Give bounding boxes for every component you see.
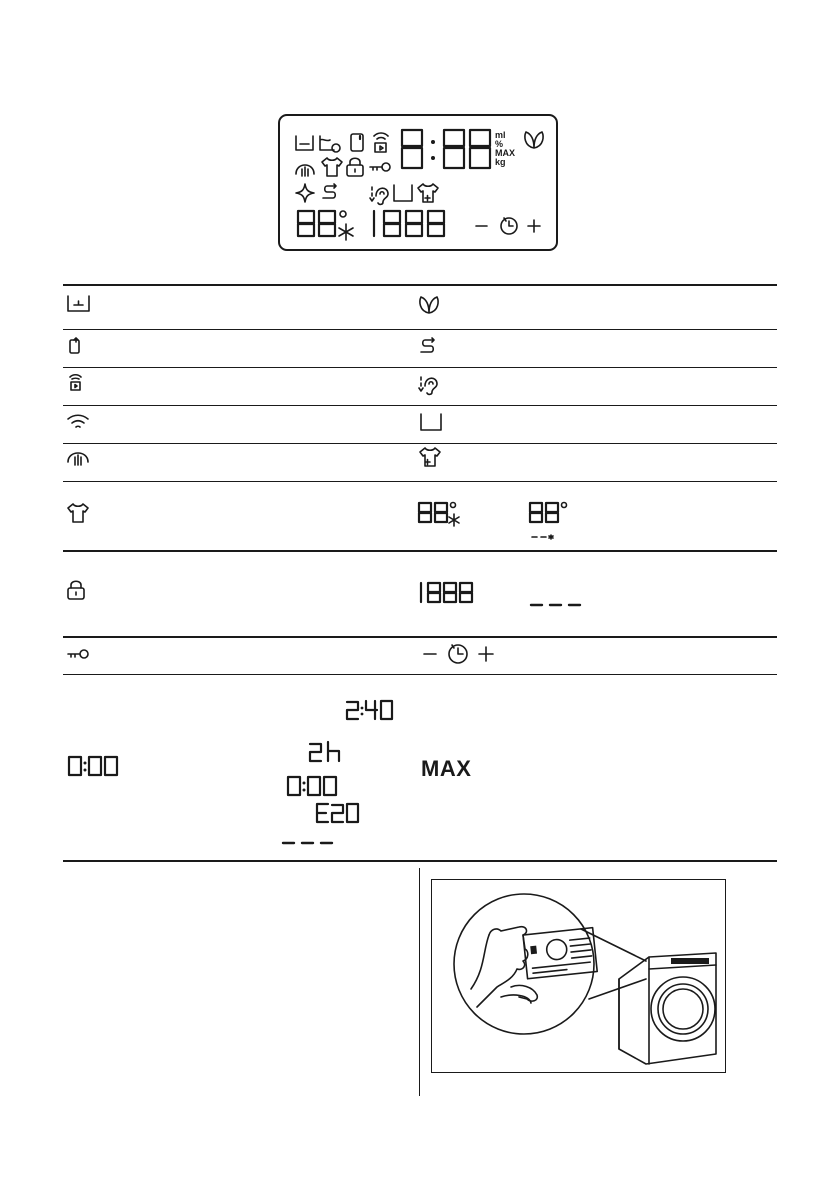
illustration-drawing [431, 879, 726, 1073]
hand-illustration [471, 927, 537, 1007]
steam-icon [68, 453, 88, 465]
silent-ear-icon [419, 377, 437, 394]
unit-max: MAX [495, 148, 515, 158]
steam-icon [296, 165, 314, 176]
shirt-icon [68, 504, 88, 522]
prewash-icon [320, 136, 340, 152]
rinse-icon [421, 338, 434, 352]
spin-speed-display-icon [421, 583, 472, 602]
shirt-icon [322, 158, 342, 176]
lock-icon [347, 158, 363, 176]
temperature-display-icon [419, 503, 459, 527]
unit-kg: kg [495, 157, 506, 167]
drum-icon [394, 185, 412, 201]
washing-machine-illustration [619, 953, 716, 1064]
time-example-2h [310, 742, 339, 761]
time-example-000 [288, 777, 336, 795]
unit-percent: % [495, 139, 504, 149]
phone-remote-icon [351, 134, 363, 151]
max-label: MAX [421, 756, 472, 781]
sparkle-icon [296, 184, 314, 202]
key-icon [68, 650, 88, 658]
speed-digits [374, 211, 444, 236]
time-adjust-icon [476, 218, 540, 234]
remote-start-icon [70, 375, 81, 390]
remote-start-icon [374, 133, 388, 152]
temperature-no-heat-icon [530, 503, 567, 540]
eco-leaf-icon [525, 132, 543, 148]
table-icons [0, 280, 839, 870]
display-panel-icons [0, 0, 839, 300]
drum-icon [421, 414, 441, 430]
unit-labels [495, 131, 515, 167]
water-level-icon [296, 136, 313, 150]
time-display-icon [69, 757, 117, 775]
extra-rinse-shirt-icon [418, 184, 438, 202]
rating-plate-card [523, 928, 597, 979]
unit-ml: ml [495, 130, 506, 140]
temp-digits [298, 211, 353, 240]
time-digits [402, 130, 490, 168]
eco-leaf-icon [420, 297, 438, 313]
time-example-240 [347, 701, 392, 719]
key-icon [370, 163, 390, 171]
lock-icon [68, 581, 84, 599]
extra-rinse-shirt-icon [420, 448, 440, 466]
error-code-e20 [317, 804, 358, 822]
silent-ear-icon [370, 187, 388, 204]
water-level-icon [68, 296, 89, 311]
column-divider [419, 868, 420, 1096]
rinse-icon [323, 184, 336, 198]
wifi-icon [68, 415, 88, 427]
phone-remote-icon [70, 338, 79, 353]
time-adjust-icon [424, 645, 493, 663]
